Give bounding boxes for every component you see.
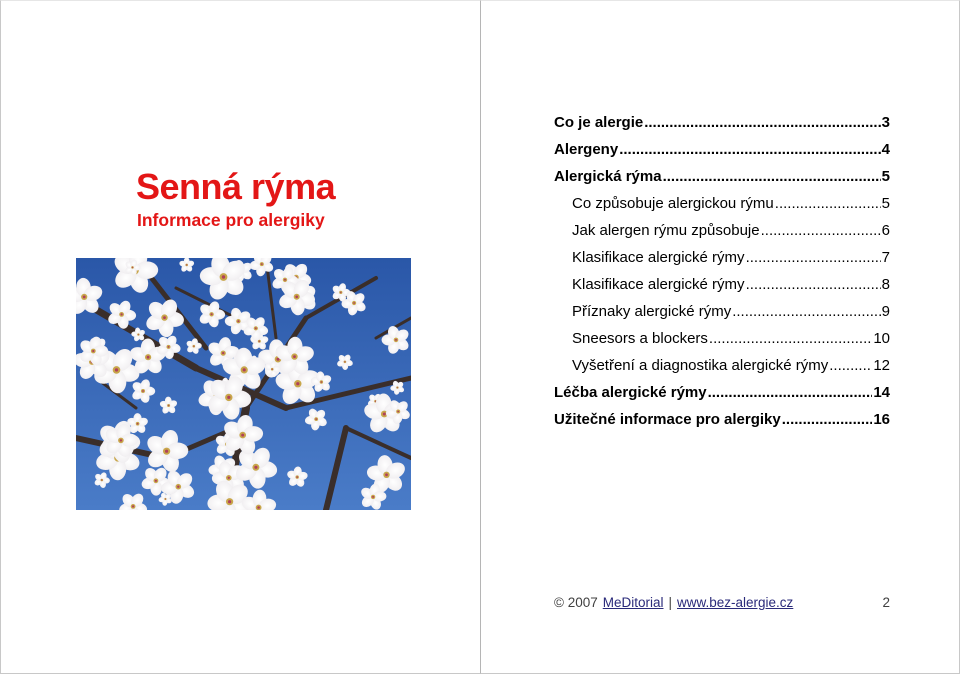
- toc-entry-title: Sneesors a blockers: [572, 330, 708, 347]
- toc-entry-title: Alergická rýma: [554, 168, 662, 185]
- toc-entry-title: Léčba alergické rýmy: [554, 384, 707, 401]
- toc-entry-page: 9: [881, 303, 890, 320]
- publisher-link[interactable]: MeDitorial: [602, 595, 664, 610]
- toc-entry-title: Klasifikace alergické rýmy: [572, 276, 745, 293]
- footer-separator: |: [668, 595, 673, 610]
- page-footer: [554, 595, 890, 610]
- website-link[interactable]: www.bez-alergie.cz: [677, 595, 794, 610]
- toc-entry-title: Alergeny: [554, 141, 619, 158]
- toc-entry-title: Co je alergie: [554, 114, 644, 131]
- toc-entry[interactable]: [554, 357, 890, 384]
- blossom-image: [76, 258, 411, 510]
- toc-entry-title: Užitečné informace pro alergiky: [554, 411, 781, 428]
- right-page: [480, 0, 960, 674]
- toc-entry[interactable]: [554, 249, 890, 276]
- toc-leader-dots: [746, 249, 881, 266]
- toc-entry[interactable]: [554, 303, 890, 330]
- toc-entry[interactable]: [554, 222, 890, 249]
- toc-leader-dots: [708, 384, 873, 401]
- toc-entry-page: 4: [881, 141, 890, 158]
- toc-leader-dots: [746, 276, 881, 293]
- toc-entry[interactable]: [554, 276, 890, 303]
- toc-entry-page: 5: [881, 195, 890, 212]
- toc-entry[interactable]: [554, 114, 890, 141]
- toc-entry-title: Co způsobuje alergickou rýmu: [572, 195, 774, 212]
- toc-entry-page: 16: [873, 411, 890, 428]
- table-of-contents: [554, 114, 890, 438]
- cover-title: Senná rýma: [136, 166, 336, 207]
- toc-entry[interactable]: [554, 195, 890, 222]
- toc-entry[interactable]: [554, 141, 890, 168]
- toc-entry-page: 12: [873, 357, 890, 374]
- toc-entry[interactable]: [554, 168, 890, 195]
- toc-leader-dots: [644, 114, 880, 131]
- toc-entry-page: 10: [873, 330, 890, 347]
- toc-entry-page: 14: [873, 384, 890, 401]
- toc-leader-dots: [663, 168, 881, 185]
- toc-entry-page: 5: [881, 168, 890, 185]
- toc-leader-dots: [619, 141, 880, 158]
- cover-subtitle: Informace pro alergiky: [137, 210, 325, 230]
- toc-leader-dots: [782, 411, 873, 428]
- toc-entry[interactable]: [554, 384, 890, 411]
- toc-entry-title: Vyšetření a diagnostika alergické rýmy: [572, 357, 829, 374]
- toc-entry-page: 6: [881, 222, 890, 239]
- toc-entry-page: 7: [881, 249, 890, 266]
- toc-entry-title: Příznaky alergické rýmy: [572, 303, 732, 320]
- toc-entry-page: 8: [881, 276, 890, 293]
- toc-leader-dots: [732, 303, 880, 320]
- toc-entry-title: Jak alergen rýmu způsobuje: [572, 222, 760, 239]
- toc-entry-title: Klasifikace alergické rýmy: [572, 249, 745, 266]
- toc-leader-dots: [775, 195, 881, 212]
- toc-leader-dots: [761, 222, 881, 239]
- toc-leader-dots: [709, 330, 872, 347]
- toc-entry-page: 3: [881, 114, 890, 131]
- toc-entry[interactable]: [554, 411, 890, 438]
- page-number: 2: [882, 595, 890, 610]
- blossom-photo: [76, 258, 411, 510]
- toc-entry[interactable]: [554, 330, 890, 357]
- toc-leader-dots: [829, 357, 872, 374]
- copyright-text: © 2007: [554, 595, 598, 610]
